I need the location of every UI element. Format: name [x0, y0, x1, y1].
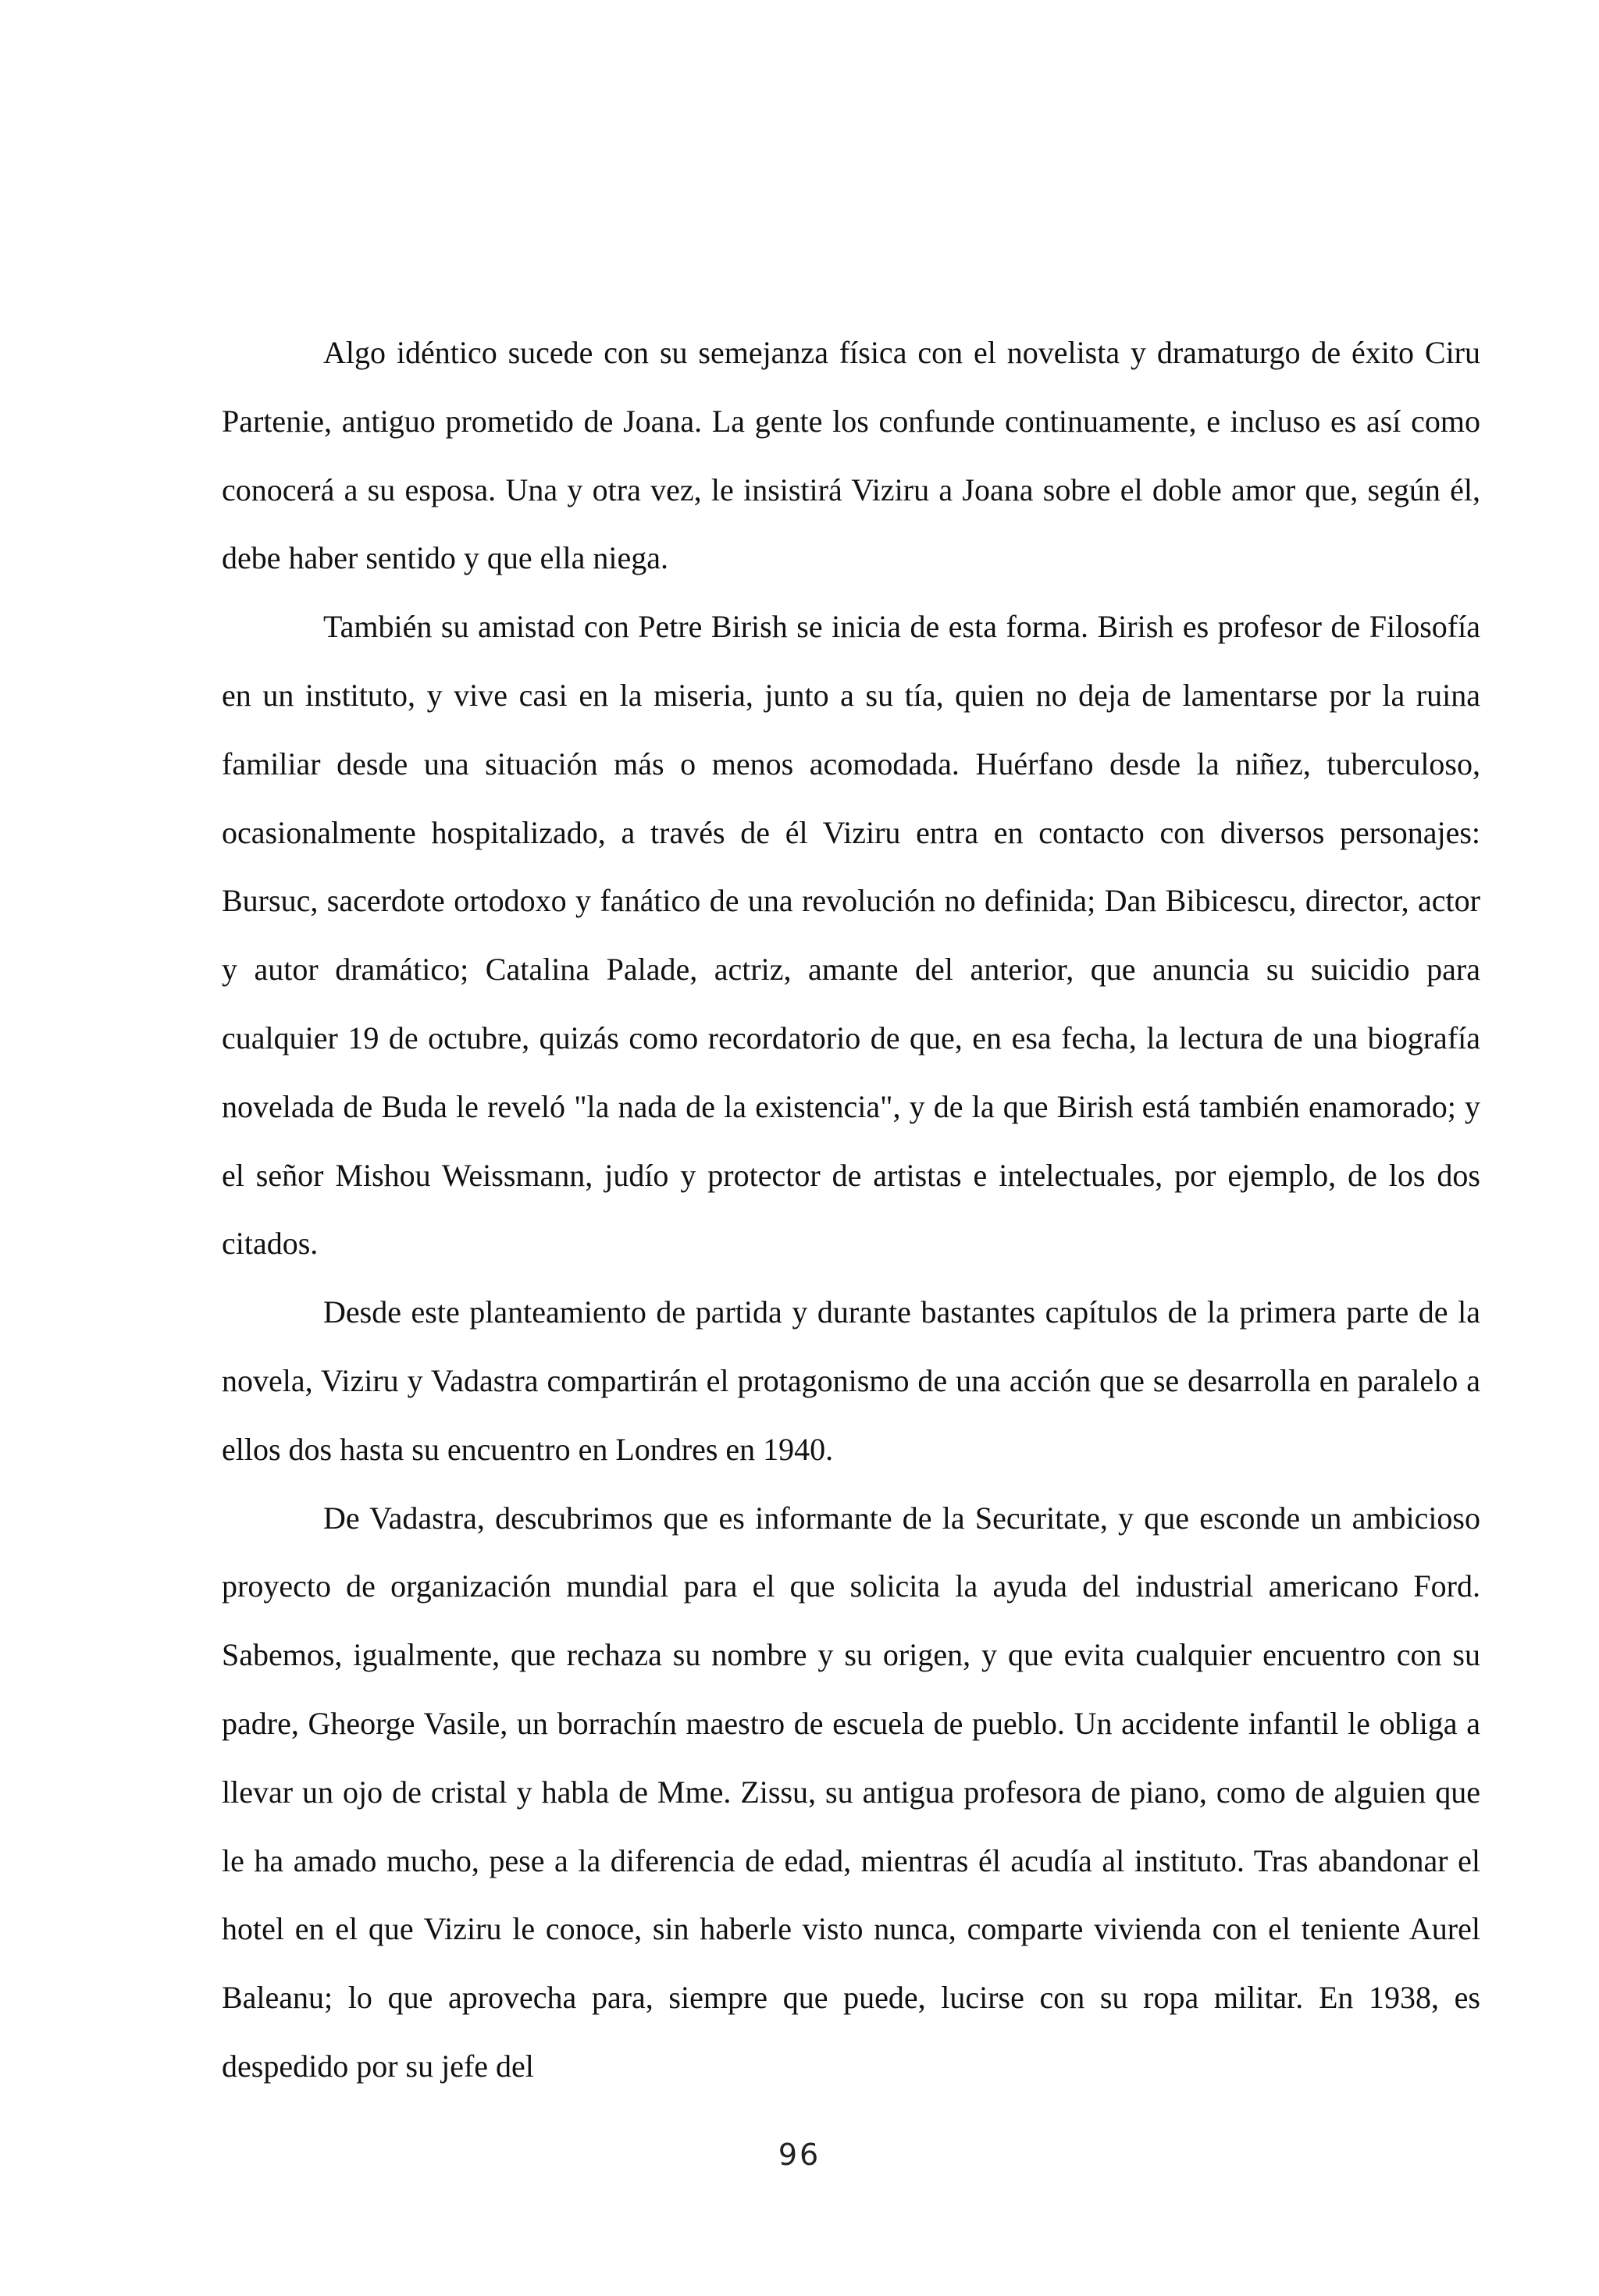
paragraph-4: De Vadastra, descubrimos que es informante de la Securitate, y que esconde un ambicioso proyecto de organización mundial para el que solicita la ayuda del industrial americano Ford. Sabemos, igualmente, que rechaza su nombre y su origen, y que evita cualquier encuentro con su padre, Gheorge Vasile, un borrachín maestro de escuela de pueblo. Un accidente infantil le obliga a llevar un ojo de cristal y habla de Mme. Zissu, su antigua profesora de piano, como de alguien que le ha amado mucho, pese a la diferencia de edad, mientras él acudía al instituto. Tras abandonar el hotel en el que Viziru le conoce, sin haberle visto nunca, comparte vivienda con el teniente Aurel Baleanu; lo que aprovecha para, siempre que puede, lucirse con su ropa militar. En 1938, es despedido por su jefe del [222, 1500, 1480, 2084]
body-text [222, 319, 1480, 2101]
paragraph-3: Desde este planteamiento de partida y durante bastantes capítulos de la primera parte de la novela, Viziru y Vadastra compartirán el protagonismo de una acción que se desarrolla en paralelo a ellos dos hasta su encuentro en Londres en 1940. [222, 1294, 1480, 1467]
paragraph-2: También su amistad con Petre Birish se inicia de esta forma. Birish es profesor de Filosofía en un instituto, y vive casi en la miseria, junto a su tía, quien no deja de lamentarse por la ruina familiar desde una situación más o menos acomodada. Huérfano desde la niñez, tuberculoso, ocasionalmente hospitalizado, a través de él Viziru entra en contacto con diversos personajes: Bursuc, sacerdote ortodoxo y fanático de una revolución no definida; Dan Bibicescu, director, actor y autor dramático; Catalina Palade, actriz, amante del anterior, que anuncia su suicidio para cualquier 19 de octubre, quizás como recordatorio de que, en esa fecha, la lectura de una biografía novelada de Buda le reveló "la nada de la existencia", y de la que Birish está también enamorado; y el señor Mishou Weissmann, judío y protector de artistas e intelectuales, por ejemplo, de los dos citados. [222, 609, 1480, 1262]
paragraph-1: Algo idéntico sucede con su semejanza física con el novelista y dramaturgo de éxito Ciru Partenie, antiguo prometido de Joana. La gente los confunde continuamente, e incluso es así como conocerá a su esposa. Una y otra vez, le insistirá Viziru a Joana sobre el doble amor que, según él, debe haber sentido y que ella niega. [222, 335, 1480, 576]
page-number: 96 [778, 2138, 821, 2172]
